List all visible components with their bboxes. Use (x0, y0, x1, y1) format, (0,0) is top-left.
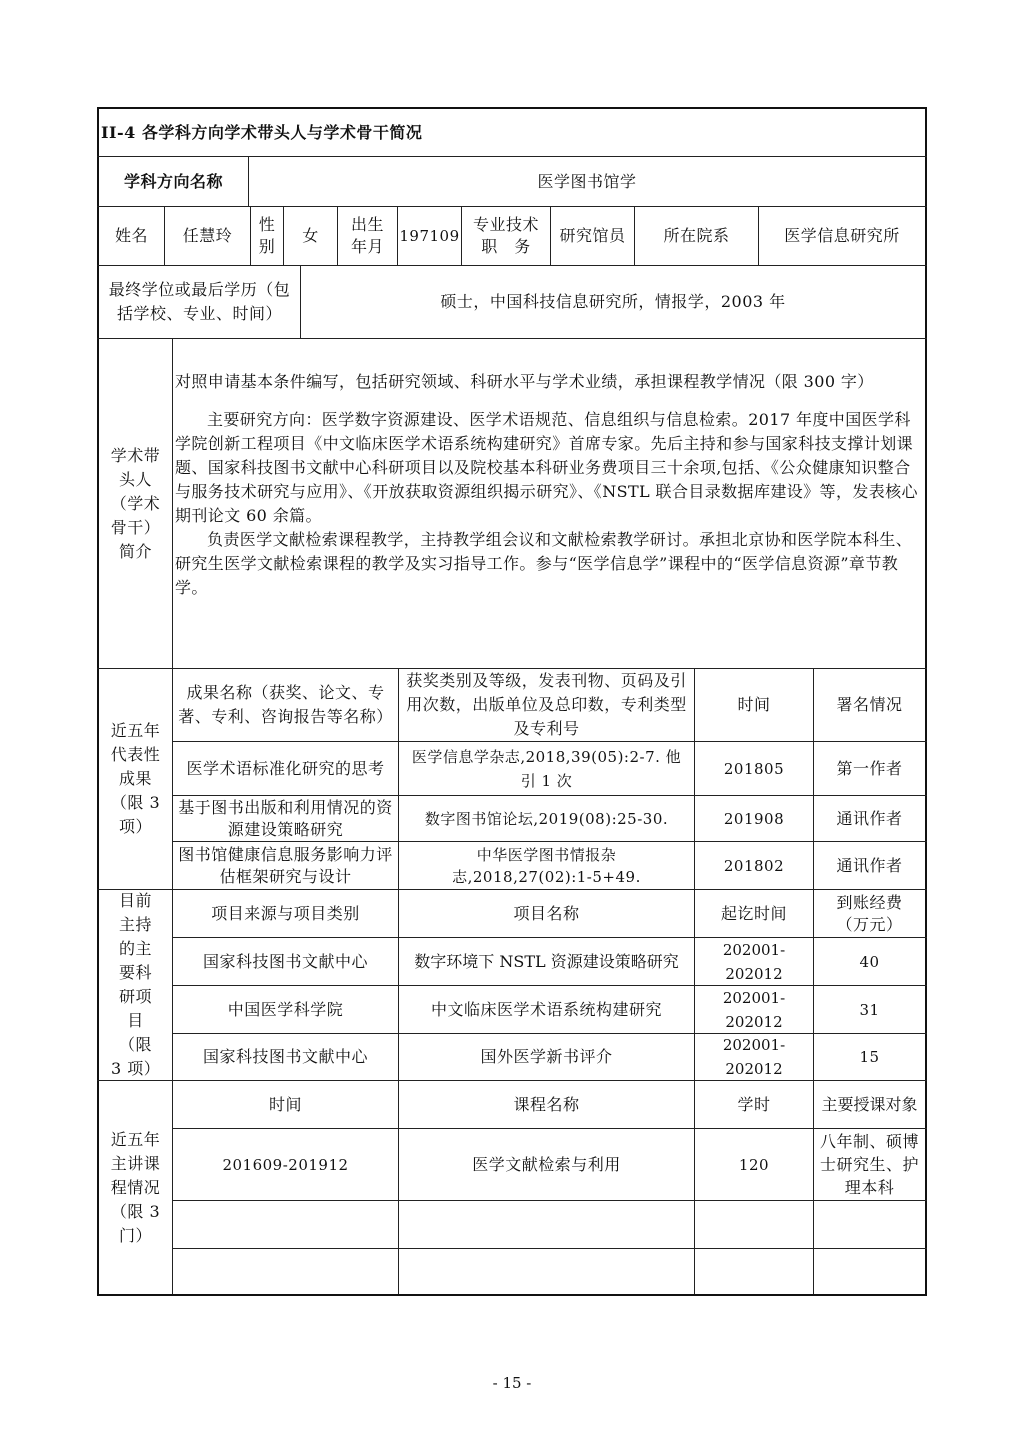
projects-header-name: 项目名称 (513, 903, 580, 923)
table-row: 基于图书出版和利用情况的资源建设策略研究 (178, 797, 393, 839)
degree-label: 最终学位或最后学历（包括学校、专业、时间） (108, 280, 291, 323)
table-row: 201908 (723, 809, 785, 828)
name-value: 任慧玲 (182, 226, 233, 245)
table-row: 202001-202012 (722, 988, 786, 1031)
courses-header-time: 时间 (268, 1094, 302, 1114)
table-row: 医学术语标准化研究的思考 (186, 758, 385, 778)
courses-header-name: 课程名称 (513, 1094, 580, 1114)
achievements-header-time: 时间 (737, 695, 771, 714)
table-row: 202001-202012 (722, 940, 786, 983)
birth-label: 出生年月 (350, 215, 384, 256)
table-row: 通讯作者 (836, 808, 903, 828)
discipline-value: 医学图书馆学 (537, 171, 637, 191)
profile-instruction: 对照申请基本条件编写，包括研究领域、科研水平与学术业绩，承担课程教学情况（限 300 字） (175, 372, 874, 391)
table-row: 15 (859, 1048, 880, 1066)
table-row: 中国医学科学院 (227, 999, 344, 1019)
title-value: 研究馆员 (559, 226, 626, 245)
achievements-header-author: 署名情况 (836, 695, 903, 714)
table-row: 通讯作者 (836, 855, 903, 875)
dept-label: 所在院系 (663, 226, 730, 245)
courses-label: 近五年主讲课程情况（限 3 门） (110, 1129, 161, 1245)
projects-header-source: 项目来源与项目类别 (211, 903, 360, 923)
table-row: 国家科技图书文献中心 (202, 1047, 368, 1066)
table-row: 201609-201912 (222, 1155, 349, 1174)
table-row: 医学文献检索与利用 (472, 1154, 621, 1174)
projects-header-funding: 到账经费（万元） (836, 892, 903, 934)
profile-paragraph-1: 主要研究方向：医学数字资源建设、医学术语规范、信息组织与信息检索。2017 年度中国医学科学院创新工程项目《中文临床医学术语系统构建研究》首席专家。先后主持和参与国家科技支撑计划课题、国家科技图书文献中心科研项目以及院校基本科研业务费项目三十余项,包括、《公众健康知识整合与服务技术研究与应用》、《开放获取资源组织揭示研究》、《NSTL 联合目录数据库建设》等，发表核心期刊论文 60 余篇。 (175, 410, 918, 525)
table-row: 201802 (723, 856, 785, 875)
table-row: 图书馆健康信息服务影响力评估框架研究与设计 (178, 844, 393, 886)
table-row: 中华医学图书情报杂志,2018,27(02):1-5+49. (452, 845, 641, 886)
discipline-label: 学科方向名称 (123, 171, 223, 191)
table-row: 数字图书馆论坛,2019(08):25-30. (424, 809, 669, 828)
table-row: 八年制、硕博士研究生、护理本科 (819, 1132, 919, 1197)
gender-value: 女 (302, 226, 319, 245)
name-label: 姓名 (114, 226, 148, 245)
gender-label: 性别 (258, 215, 276, 256)
birth-value: 197109 (399, 227, 460, 245)
table-row: 201805 (723, 759, 785, 778)
table-row: 第一作者 (836, 758, 903, 778)
projects-header-period: 起讫时间 (720, 903, 787, 923)
table-row: 医学信息学杂志,2018,39(05):2-7. 他引 1 次 (411, 747, 682, 790)
degree-value: 硕士，中国科技信息研究所，情报学，2003 年 (440, 292, 786, 311)
table-row: 31 (859, 1000, 880, 1019)
courses-header-audience: 主要授课对象 (821, 1094, 918, 1114)
achievements-header-name: 成果名称（获奖、论文、专著、专利、咨询报告等名称） (178, 683, 393, 726)
page-number: - 15 - (492, 1374, 532, 1392)
table-row: 数字环境下 NSTL 资源建设策略研究 (414, 951, 679, 971)
courses-header-hours: 学时 (737, 1094, 771, 1114)
achievements-label: 近五年代表性成果（限 3 项） (110, 721, 161, 836)
table-row: 40 (859, 952, 880, 971)
dept-value: 医学信息研究所 (784, 226, 900, 245)
projects-label: 目前主持的主要科研项目（限 3 项） (111, 891, 161, 1078)
table-row: 中文临床医学术语系统构建研究 (430, 999, 662, 1019)
achievements-header-detail: 获奖类别及等级，发表刊物、页码及引用次数，出版单位及总印数，专利类型及专利号 (406, 671, 687, 738)
table-row: 国家科技图书文献中心 (202, 951, 368, 971)
profile-paragraph-2: 负责医学文献检索课程教学，主持教学组会议和文献检索教学研讨。承担北京协和医学院本科生、研究生医学文献检索课程的教学及实习指导工作。参与“医学信息学”课程中的“医学信息资源”章节教学。 (175, 530, 913, 597)
profile-body (175, 370, 925, 600)
table-row: 120 (738, 1155, 770, 1174)
table-row: 国外医学新书评介 (480, 1047, 613, 1066)
profile-label: 学术带头人（学术骨干）简介 (110, 445, 161, 561)
table-row: 202001-202012 (722, 1036, 786, 1078)
section-title: II-4 各学科方向学术带头人与学术骨干简况 (101, 122, 423, 142)
title-label: 专业技术职 务 (472, 215, 539, 256)
